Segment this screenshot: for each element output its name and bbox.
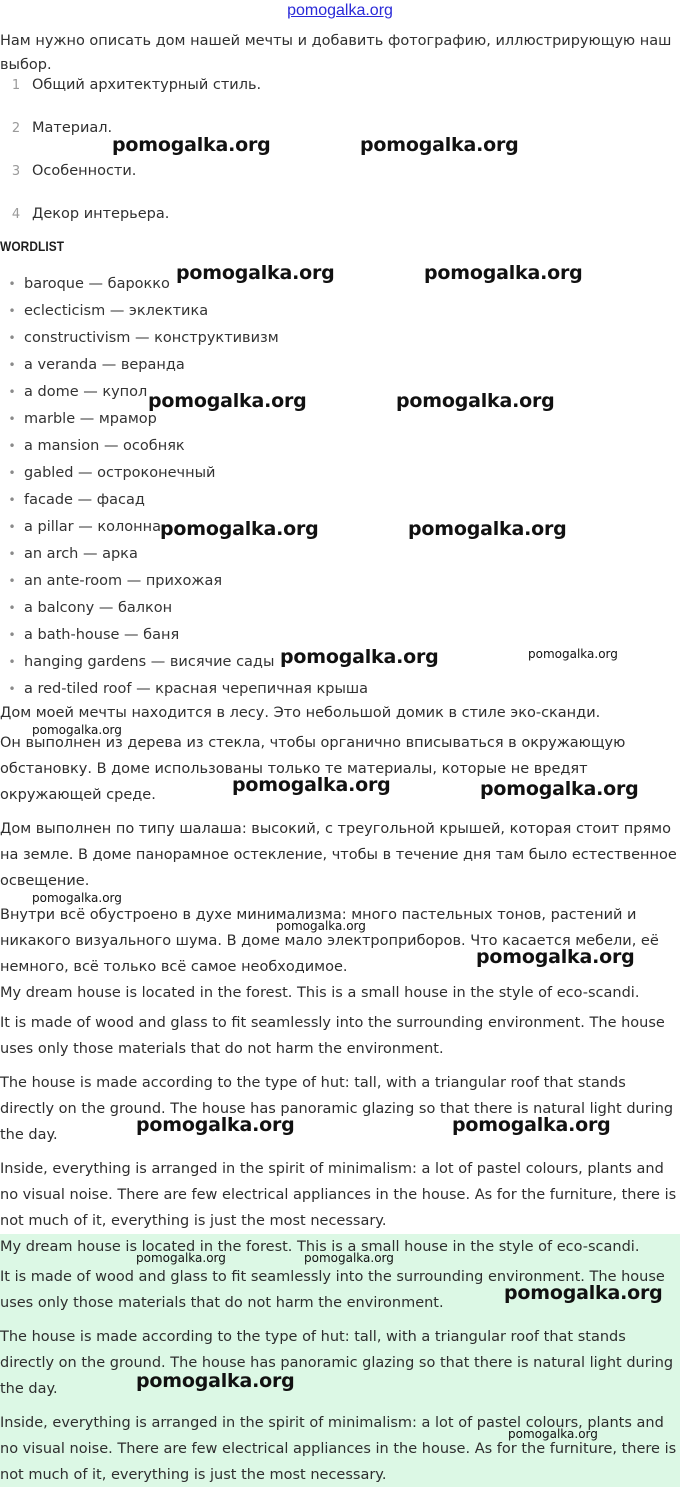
word-entry: marble — мрамор <box>24 411 157 427</box>
word-entry: baroque — барокко <box>24 276 170 292</box>
site-logo-link[interactable]: pomogalka.org <box>287 2 393 19</box>
list-item <box>0 541 368 568</box>
paragraph: Дом моей мечты находится в лесу. Это небольшой домик в стиле эко-сканди. <box>0 705 601 721</box>
paragraph: Внутри всё обустроено в духе минимализма: много пастельных тонов, растений и никакого визуального шума. В доме мало электроприборов. Что касается мебели, её немного, всё только всё самое необходимое. <box>0 907 659 975</box>
list-item <box>0 298 368 325</box>
list-item <box>0 433 368 460</box>
english-text-highlighted <box>0 1234 680 1492</box>
watermark: pomogalka.org <box>408 518 567 540</box>
watermark: pomogalka.org <box>360 134 519 156</box>
bullet-icon: • <box>8 574 16 588</box>
bullet-icon: • <box>8 304 16 318</box>
watermark: pomogalka.org <box>176 262 335 284</box>
list-item <box>0 271 368 298</box>
word-entry: an arch — арка <box>24 546 138 562</box>
paragraph: Inside, everything is arranged in the spirit of minimalism: a lot of pastel colours, plants and no visual noise. There are few electrical appliances in the house. As for the furniture, there is not much of it, everything is just the most necessary. <box>0 1161 677 1229</box>
intro-text: Нам нужно описать дом нашей мечты и добавить фотографию, иллюстрирующую наш выбор. <box>0 33 672 73</box>
bullet-icon: • <box>8 331 16 345</box>
bullet-icon: • <box>8 385 16 399</box>
bullet-icon: • <box>8 547 16 561</box>
watermark: pomogalka.org <box>304 1251 394 1265</box>
list-item <box>0 325 368 352</box>
bullet-icon: • <box>8 655 16 669</box>
watermark: pomogalka.org <box>476 946 635 968</box>
word-entry: a pillar — колонна <box>24 519 161 535</box>
watermark: pomogalka.org <box>136 1370 295 1392</box>
list-item <box>0 163 136 179</box>
paragraph: My dream house is located in the forest. This is a small house in the style of eco-scandi. <box>0 985 640 1001</box>
bullet-icon: • <box>8 520 16 534</box>
list-item <box>0 120 112 136</box>
watermark: pomogalka.org <box>480 778 639 800</box>
paragraph: It is made of wood and glass to fit seamlessly into the surrounding environment. The house uses only those materials that do not harm the environment. <box>0 1015 665 1057</box>
list-item <box>0 676 368 703</box>
list-item <box>0 649 368 676</box>
word-entry: a dome — купол <box>24 384 148 400</box>
watermark: pomogalka.org <box>32 723 122 737</box>
list-item <box>0 460 368 487</box>
list-item <box>0 77 261 93</box>
task-number: 3 <box>11 164 21 179</box>
word-entry: constructivism — конструктивизм <box>24 330 279 346</box>
list-item <box>0 514 368 541</box>
word-entry: a mansion — особняк <box>24 438 185 454</box>
watermark: pomogalka.org <box>136 1114 295 1136</box>
watermark: pomogalka.org <box>424 262 583 284</box>
list-item <box>0 622 368 649</box>
watermark: pomogalka.org <box>528 647 618 661</box>
word-entry: a balcony — балкон <box>24 600 173 616</box>
word-entry: gabled — остроконечный <box>24 465 216 481</box>
watermark: pomogalka.org <box>504 1282 663 1304</box>
word-entry: a red-tiled roof — красная черепичная крыша <box>24 681 369 697</box>
watermark: pomogalka.org <box>276 919 366 933</box>
task-text: Общий архитектурный стиль. <box>32 77 262 93</box>
wordlist <box>0 271 368 703</box>
task-text: Декор интерьера. <box>32 206 170 222</box>
bullet-icon: • <box>8 277 16 291</box>
russian-text <box>0 700 680 984</box>
bullet-icon: • <box>8 493 16 507</box>
list-item <box>0 406 368 433</box>
task-text: Материал. <box>32 120 113 136</box>
watermark: pomogalka.org <box>452 1114 611 1136</box>
bullet-icon: • <box>8 412 16 426</box>
task-text: Особенности. <box>32 163 137 179</box>
paragraph: The house is made according to the type of hut: tall, with a triangular roof that stands directly on the ground. The house has panoramic glazing so that there is natural light during the day. <box>0 1329 674 1397</box>
site-header <box>0 0 680 26</box>
watermark: pomogalka.org <box>32 891 122 905</box>
list-item <box>0 487 368 514</box>
paragraph: It is made of wood and glass to fit seamlessly into the surrounding environment. The house uses only those materials that do not harm the environment. <box>0 1269 665 1311</box>
paragraph: Он выполнен из дерева из стекла, чтобы органично вписываться в окружающую обстановку. В доме использованы только те материалы, которые не вредят окружающей среде. <box>0 735 626 803</box>
task-number: 1 <box>11 78 21 93</box>
watermark: pomogalka.org <box>160 518 319 540</box>
watermark: pomogalka.org <box>396 390 555 412</box>
watermark: pomogalka.org <box>148 390 307 412</box>
word-entry: eclecticism — эклектика <box>24 303 209 319</box>
word-entry: facade — фасад <box>24 492 145 508</box>
paragraph: My dream house is located in the forest. This is a small house in the style of eco-scandi. <box>0 1239 640 1255</box>
bullet-icon: • <box>8 628 16 642</box>
watermark: pomogalka.org <box>112 134 271 156</box>
watermark: pomogalka.org <box>136 1251 226 1265</box>
list-item <box>0 206 169 222</box>
bullet-icon: • <box>8 466 16 480</box>
task-number: 4 <box>11 207 21 222</box>
english-text <box>0 980 680 1238</box>
list-item <box>0 568 368 595</box>
list-item <box>0 379 368 406</box>
word-entry: a veranda — веранда <box>24 357 185 373</box>
bullet-icon: • <box>8 439 16 453</box>
bullet-icon: • <box>8 358 16 372</box>
paragraph: Дом выполнен по типу шалаша: высокий, с треугольной крышей, которая стоит прямо на земле. В доме панорамное остекление, чтобы в течение дня там было естественное освещение. <box>0 821 677 889</box>
watermark: pomogalka.org <box>232 774 391 796</box>
wordlist-heading: WORDLIST <box>0 238 65 254</box>
list-item <box>0 352 368 379</box>
task-number: 2 <box>11 121 21 136</box>
watermark: pomogalka.org <box>280 646 439 668</box>
word-entry: a bath-house — баня <box>24 627 180 643</box>
paragraph: Inside, everything is arranged in the spirit of minimalism: a lot of pastel colours, plants and no visual noise. There are few electrical appliances in the house. As for the furniture, there is not much of it, everything is just the most necessary. <box>0 1415 677 1483</box>
bullet-icon: • <box>8 601 16 615</box>
word-entry: an ante-room — прихожая <box>24 573 223 589</box>
watermark: pomogalka.org <box>508 1427 598 1441</box>
word-entry: hanging gardens — висячие сады <box>24 654 275 670</box>
bullet-icon: • <box>8 682 16 696</box>
list-item <box>0 595 368 622</box>
paragraph: The house is made according to the type of hut: tall, with a triangular roof that stands directly on the ground. The house has panoramic glazing so that there is natural light during the day. <box>0 1075 674 1143</box>
